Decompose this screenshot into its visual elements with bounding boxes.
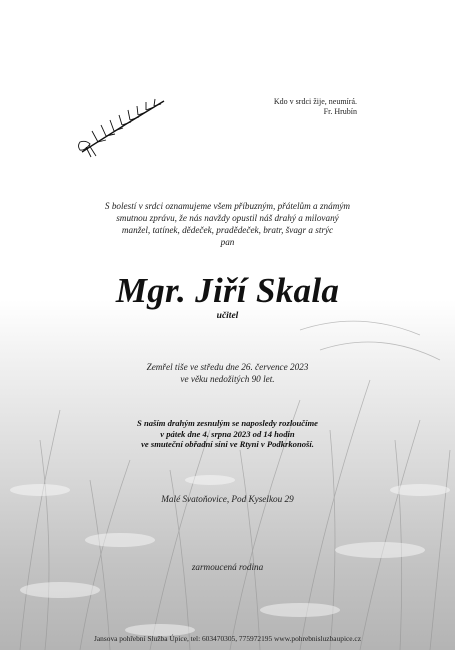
funeral-details <box>0 418 455 450</box>
funeral-service-footer: Jansova pohřební Služba Úpice, tel: 603470305, 775972195 www.pohrebnisluzbaupice.cz <box>94 634 361 643</box>
meadow-background-image <box>0 290 455 650</box>
quote-author: Fr. Hrubín <box>323 107 357 116</box>
funeral-line: v pátek dne 4. srpna 2023 od 14 hodin <box>160 428 295 439</box>
family-address: Malé Svatoňovice, Pod Kyselkou 29 <box>161 494 294 504</box>
deceased-name: Mgr. Jiří Skala <box>115 271 340 310</box>
memorial-quote <box>274 97 357 117</box>
announcement-text <box>60 200 395 248</box>
announcement-line: pan <box>220 237 235 247</box>
death-line: Zemřel tiše ve středu dne 26. července 2023 <box>146 362 309 372</box>
announcement-line: smutnou zprávu, že nás navždy opustil náš drahý a milovaný <box>116 213 339 223</box>
funeral-line: ve smuteční obřadní síni ve Rtyni v Podkrkonoší. <box>141 439 314 449</box>
quote-text: Kdo v srdci žije, neumírá. <box>273 97 357 106</box>
signature: zarmoucená rodina <box>191 562 264 572</box>
announcement-line: S bolestí v srdci oznamujeme všem příbuzným, přátelům a známým <box>104 201 351 211</box>
death-line: ve věku nedožitých 90 let. <box>180 373 275 384</box>
deceased-title: učitel <box>216 311 239 321</box>
announcement-line: manžel, tatínek, dědeček, pradědeček, bratr, švagr a strýc <box>121 225 334 235</box>
funeral-line: S naším drahým zesnulým se naposledy rozloučíme <box>137 418 318 428</box>
death-notice <box>0 362 455 385</box>
palm-branch-icon <box>76 96 168 158</box>
